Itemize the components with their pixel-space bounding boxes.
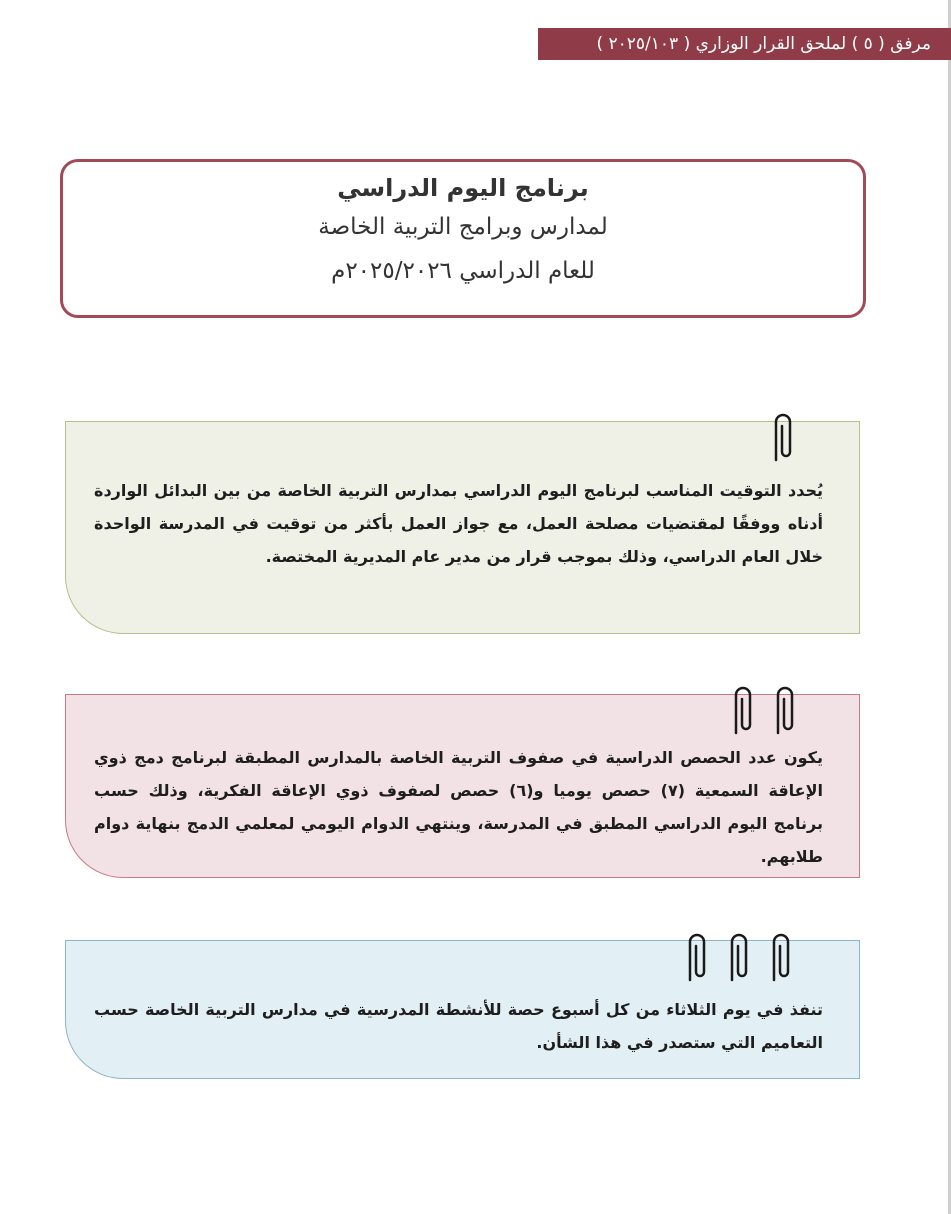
note-text-1: يُحدد التوقيت المناسب لبرنامج اليوم الدراسي بمدارس التربية الخاصة من بين البدائل الواردة أدناه ووفقًا لمقتضيات مصلحة العمل، مع جواز العمل بأكثر من توقيت في المدرسة الواحدة خلال العام الدراسي، وذلك بموجب قرار من مدير عام المديرية المختصة. bbox=[94, 481, 823, 566]
note-text-3: تنفذ في يوم الثلاثاء من كل أسبوع حصة للأنشطة المدرسية في مدارس التربية الخاصة حسب التعاميم التي ستصدر في هذا الشأن. bbox=[94, 1000, 823, 1052]
paperclips-icon bbox=[682, 930, 796, 986]
academic-year: للعام الدراسي ٢٠٢٥/٢٠٢٦م bbox=[331, 258, 595, 284]
attachment-header-label: مرفق ( ٥ ) لملحق القرار الوزاري ( ٢٠٢٥/١٠٣ ) bbox=[596, 34, 931, 54]
page-subtitle: لمدارس وبرامج التربية الخاصة bbox=[318, 214, 608, 240]
note-text-2: يكون عدد الحصص الدراسية في صفوف التربية الخاصة بالمدارس المطبقة لبرنامج دمج ذوي الإعاقة السمعية (٧) حصص يوميا و(٦) حصص لصفوف ذوي الإعاقة الفكرية، وذلك حسب برنامج اليوم الدراسي المطبق في المدرسة، وينتهي الدوام اليومي لمعلمي الدمج بنهاية دوام طلابهم. bbox=[94, 748, 824, 866]
page-title: برنامج اليوم الدراسي bbox=[337, 174, 589, 202]
note-card-1 bbox=[65, 421, 860, 634]
attachment-header bbox=[538, 28, 951, 60]
title-box bbox=[60, 159, 866, 318]
paperclips-icon bbox=[728, 683, 800, 739]
paperclip-icon bbox=[768, 410, 798, 466]
